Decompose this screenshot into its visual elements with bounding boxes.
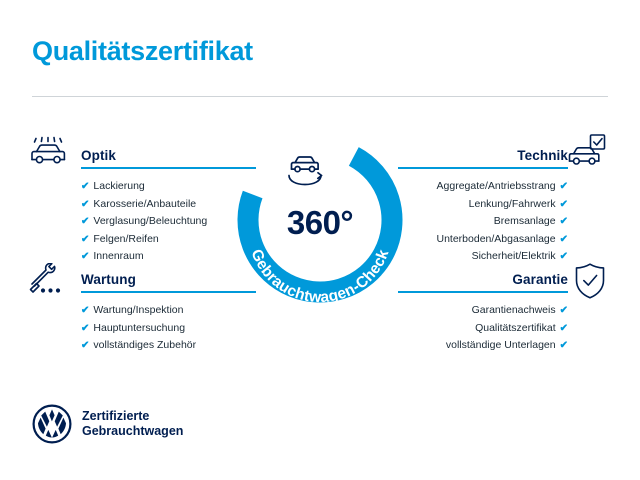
list-item: [398, 196, 568, 214]
check-icon: ✔: [81, 305, 90, 316]
list-item-label: Felgen/Reifen: [93, 232, 159, 245]
list-item: [398, 320, 568, 338]
check-icon: ✔: [81, 340, 90, 351]
check-icon: ✔: [559, 251, 568, 262]
check-icon: ✔: [559, 233, 568, 245]
footer-line-1: Zertifizierte: [82, 409, 150, 423]
section-heading: Optik: [81, 148, 117, 163]
footer-brand: [32, 404, 183, 444]
car-wash-icon: [28, 136, 72, 171]
list-item: [81, 302, 256, 320]
list-item-label: Karosserie/Anbauteile: [93, 197, 197, 210]
tools-icon: [28, 263, 72, 300]
list-item-label: Innenraum: [93, 250, 144, 262]
checklist-garantie: [398, 302, 568, 355]
list-item: [81, 213, 256, 231]
section-divider: [81, 167, 256, 169]
check-icon: ✔: [559, 340, 568, 351]
badge-arc-label: Gebrauchtwagen-Check: [247, 246, 393, 307]
list-item-label: Wartung/Inspektion: [93, 304, 184, 316]
footer-text: [82, 409, 183, 439]
section-divider: [398, 167, 568, 169]
checklist-optik: [81, 178, 256, 266]
footer-line-2: Gebrauchtwagen: [82, 424, 184, 438]
list-item-label: Verglasung/Beleuchtung: [93, 215, 208, 227]
vw-logo-icon: [32, 404, 72, 444]
list-item: [81, 337, 256, 355]
section-technik: [398, 148, 568, 266]
section-heading: Garantie: [512, 272, 568, 287]
list-item-label: Unterboden/Abgasanlage: [436, 232, 556, 245]
check-icon: ✔: [81, 181, 90, 192]
check-icon: ✔: [559, 305, 568, 316]
section-heading: Technik: [517, 148, 568, 163]
list-item: [81, 231, 256, 249]
section-wartung: [81, 272, 256, 355]
list-item: [81, 196, 256, 214]
list-item-label: Aggregate/Antriebsstrang: [436, 180, 556, 192]
check-icon: ✔: [559, 216, 568, 227]
car-checklist-icon: [568, 134, 610, 173]
list-item: [398, 302, 568, 320]
title-divider: [32, 96, 608, 97]
list-item-label: Bremsanlage: [493, 215, 556, 227]
list-item-label: Lenkung/Fahrwerk: [468, 197, 556, 210]
list-item: [81, 320, 256, 338]
list-item-label: Hauptuntersuchung: [93, 321, 186, 334]
list-item-label: Garantienachweis: [471, 304, 556, 316]
list-item: [398, 178, 568, 196]
list-item: [398, 213, 568, 231]
check-icon: ✔: [81, 216, 90, 227]
list-item: [81, 178, 256, 196]
badge-center-label: 360°: [286, 204, 354, 241]
section-heading: Wartung: [81, 272, 136, 287]
section-optik: [81, 148, 256, 266]
check-icon: ✔: [81, 322, 90, 334]
list-item-label: Lackierung: [93, 180, 145, 192]
list-item-label: Sicherheit/Elektrik: [471, 250, 556, 262]
list-item-label: vollständige Unterlagen: [445, 339, 556, 351]
check-icon: ✔: [81, 198, 90, 210]
list-item-label: vollständiges Zubehör: [93, 339, 197, 351]
check-icon: ✔: [559, 322, 568, 334]
check-icon: ✔: [81, 251, 90, 262]
check-icon: ✔: [559, 181, 568, 192]
list-item: [398, 337, 568, 355]
page-title: Qualitätszertifikat: [32, 36, 253, 66]
shield-check-icon: [572, 262, 608, 305]
car-rotate-icon: [289, 157, 322, 185]
check-icon: ✔: [559, 198, 568, 210]
list-item-label: Qualitätszertifikat: [475, 321, 556, 334]
section-divider: [398, 291, 568, 293]
list-item: [398, 248, 568, 266]
section-divider: [81, 291, 256, 293]
checklist-wartung: [81, 302, 256, 355]
section-garantie: [398, 272, 568, 355]
list-item: [81, 248, 256, 266]
check-icon: ✔: [81, 233, 90, 245]
checklist-technik: [398, 178, 568, 266]
list-item: [398, 231, 568, 249]
